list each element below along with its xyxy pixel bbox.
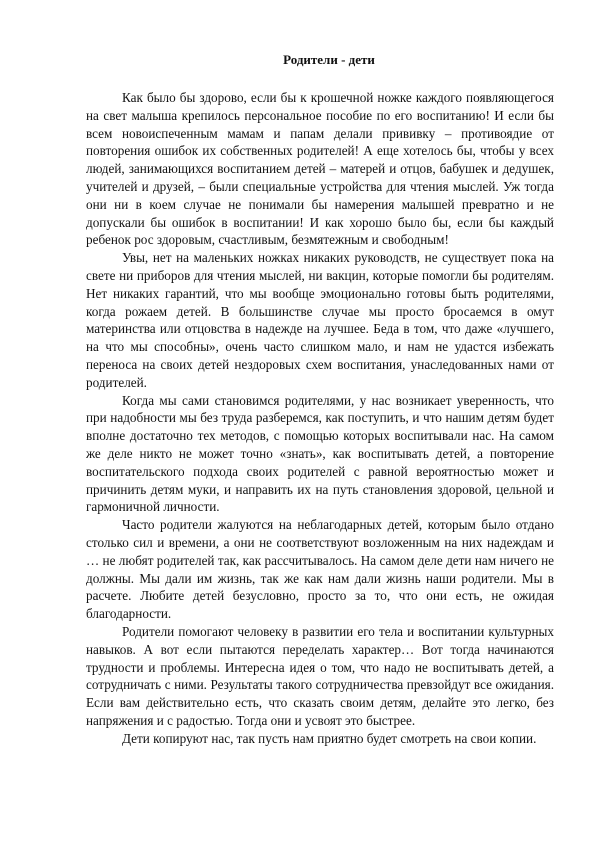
- paragraph-5: Родители помогают человеку в развитии его тела и воспитании культурных навыков. А вот если пытаются переделать характер… Вот тогда начинаются трудности и проблемы. Интересна идея о том, что надо не воспитывать детей, а сотрудничать с ними. Результаты такого сотрудничества превзойдут все ожидания. Если вам действительно есть, что сказать своим детям, делайте это легко, без напряжения и с радостью. Тогда они и усвоят это быстрее.: [86, 623, 554, 728]
- paragraph-2: Увы, нет на маленьких ножках никаких руководств, не существует пока на свете ни приборов для чтения мыслей, ни вакцин, которые помогли бы родителям. Нет никаких гарантий, что мы вообще эмоционально готовы быть родителями, когда рожаем детей. В большинстве случае мы просто бросаемся в омут материнства или отцовства в надежде на лучшее. Беда в том, что даже «лучшего, на что мы способны», очень часто слишком мало, и нам не удастся избежать переноса на своих детей нездоровых схем воспитания, унаследованных нами от родителей.: [86, 250, 554, 390]
- paragraph-1: Как было бы здорово, если бы к крошечной ножке каждого появляющегося на свет малыша крепилось персональное пособие по его воспитанию! И если бы всем новоиспеченным мамам и папам делали прививку – противоядие от повторения ошибок их собственных родителей! А еще хотелось бы, чтобы у всех людей, занимающихся воспитанием детей – матерей и отцов, бабушек и дедушек, учителей и друзей, – были специальные устройства для чтения мыслей. Уж тогда они ни в коем случае не понимали бы намерения малышей превратно и не допускали бы ошибок в воспитании! И как хорошо было бы, если бы каждый ребенок рос здоровым, счастливым, безмятежным и свободным!: [86, 90, 554, 248]
- document-title: Родители - дети: [283, 52, 375, 67]
- document-body: [86, 52, 554, 747]
- paragraph-6: Дети копируют нас, так пусть нам приятно будет смотреть на свои копии.: [122, 730, 537, 746]
- paragraph-4: Часто родители жалуются на неблагодарных детей, которым было отдано столько сил и времени, а они не соответствуют возложенным на них надеждам и … не любят родителей так, как рассчитывалось. На самом деле дети нам ничего не должны. Мы дали им жизнь, так же как нам дали жизнь наши родители. Мы в расчете. Любите детей безусловно, просто за то, что они есть, не ожидая благодарности.: [86, 517, 554, 622]
- paragraph-3: Когда мы сами становимся родителями, у нас возникает уверенность, что при надобности мы без труда разберемся, как поступить, и что нашим детям будет вполне достаточно тех методов, с помощью которых воспитывали нас. На самом же деле никто не может точно «знать», как воспитывать детей, а повторение воспитательского подхода своих родителей с равной вероятностью может и причинить детям муки, и направить их на путь становления здоровой, цельной и гармоничной личности.: [86, 392, 554, 515]
